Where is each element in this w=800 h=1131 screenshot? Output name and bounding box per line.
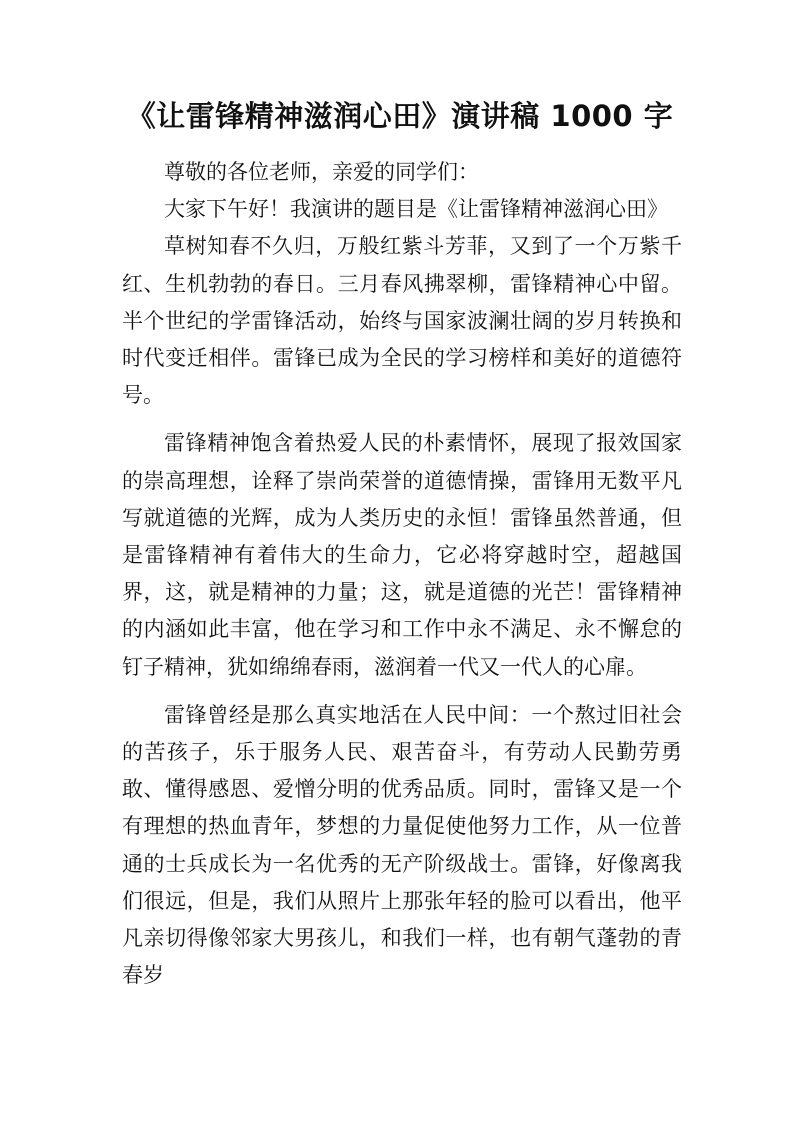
- document-body: [122, 154, 682, 994]
- salutation: 尊敬的各位老师，亲爱的同学们：: [164, 160, 479, 184]
- document-title: 《让雷锋精神滋润心田》演讲稿 1000 字: [126, 99, 674, 133]
- paragraph-3: 雷锋曾经是那么真实地活在人民中间：一个熬过旧社会的苦孩子，乐于服务人民、艰苦奋斗，有劳动人民勤劳勇敢、懂得感恩、爱憎分明的优秀品质。同时，雷锋又是一个有理想的热血青年，梦想的力量促使他努力工作，从一位普通的士兵成长为一名优秀的无产阶级战士。雷锋，好像离我们很远，但是，我们从照片上那张年轻的脸可以看出，他平凡亲切得像邻家大男孩儿，和我们一样，也有朝气蓬勃的青春岁: [122, 702, 682, 988]
- paragraph-2: 雷锋精神饱含着热爱人民的朴素情怀，展现了报效国家的崇高理想，诠释了崇尚荣誉的道德情操，雷锋用无数平凡写就道德的光辉，成为人类历史的永恒！雷锋虽然普通，但是雷锋精神有着伟大的生命力，它必将穿越时空，超越国界，这，就是精神的力量；这，就是道德的光芒！雷锋精神的内涵如此丰富，他在学习和工作中永不满足、永不懈怠的钉子精神，犹如绵绵春雨，滋润着一代又一代人的心扉。: [122, 431, 682, 679]
- paragraph-1: 草树知春不久归，万般红紫斗芳菲，又到了一个万紫千红、生机勃勃的春日。三月春风拂翠柳，雷锋精神心中留。半个世纪的学雷锋活动，始终与国家波澜壮阔的岁月转换和时代变迁相伴。雷锋已成为全民的学习榜样和美好的道德符号。: [122, 234, 682, 408]
- opening-line: 大家下午好！我演讲的题目是《让雷锋精神滋润心田》: [164, 197, 668, 222]
